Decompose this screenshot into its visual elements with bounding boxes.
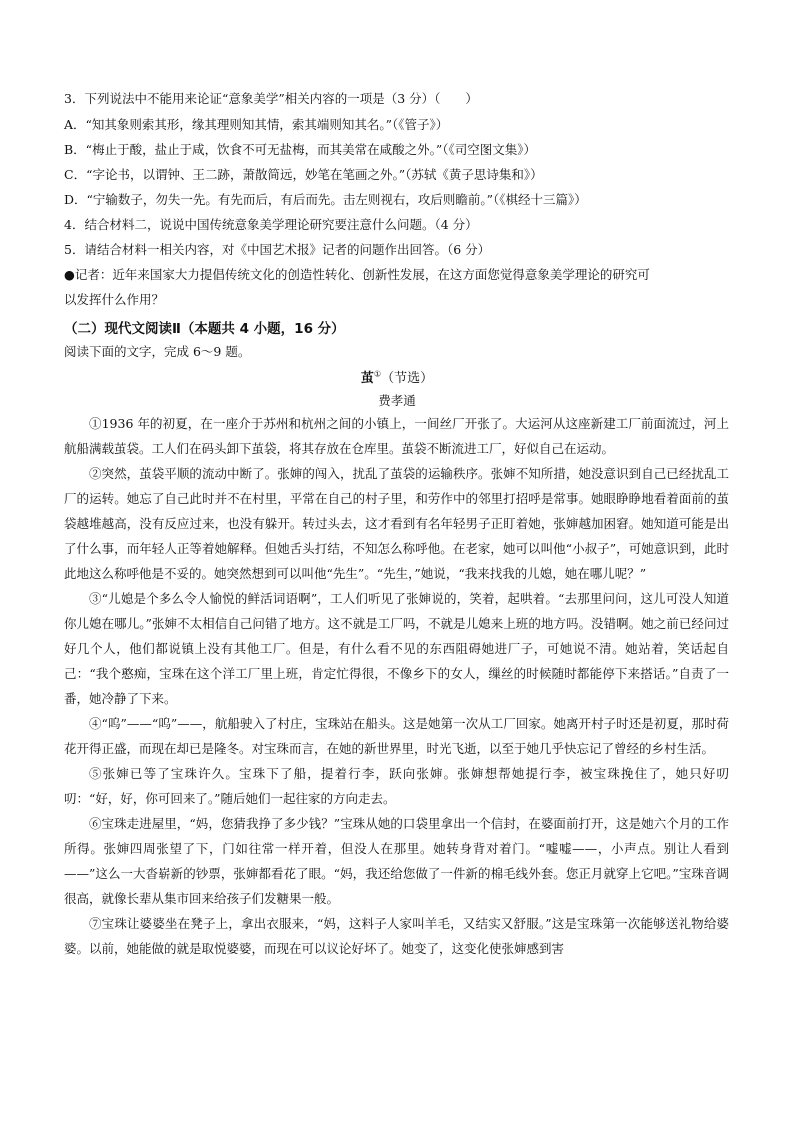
passage-paragraph-1: ①1936 年的初夏，在一座介于苏州和杭州之间的小镇上，一间丝厂开张了。大运河从这座新建工厂前面流过，河上航船满载茧袋。工人们在码头卸下茧袋，将其存放在仓库里。茧袋不断流进工厂，好似自己在运动。 [64, 416, 729, 456]
passage-paragraph-4: ④“呜”——“呜”——，航船驶入了村庄，宝珠站在船头。这是她第一次从工厂回家。她离开村子时还是初夏，那时荷花开得正盛，而现在却已是隆冬。对宝珠而言，在她的新世界里，时光飞逝，以至于她几乎快忘记了曾经的乡村生活。 [64, 716, 729, 756]
passage-body [64, 411, 729, 961]
section-instruction: 阅读下面的文字，完成 6～9 题。 [64, 344, 251, 359]
section-title: （二）现代文阅读Ⅱ（本题共 4 小题，16 分） [64, 321, 345, 337]
passage-paragraph-6: ⑥宝珠走进屋里，“妈，您猜我挣了多少钱？”宝珠从她的口袋里拿出一个信封，在婆面前打开，这是她六个月的工作所得。张婶四周张望了下，门如往常一样开着，但没人在那里。她转身背对着门。“嘘嘘——，小声点。别让人看到——”这么一大沓崭新的钞票，张婶都看花了眼。“妈，我还给您做了一件新的棉毛线外套。您正月就穿上它吧。”宝珠音调很高，就像长辈从集市回来给孩子们发糖果一般。 [64, 816, 729, 906]
question-4: 4．结合材料二，说说中国传统意象美学理论研究要注意什么问题。（4 分） [64, 217, 478, 232]
question-5-quote-line-1: ●记者：近年来国家大力提倡传统文化的创造性转化、创新性发展，在这方面您觉得意象美学理论的研究可 [64, 267, 650, 282]
question-3-option-d: D．“宁输数子，勿失一先。有先而后，有后而先。击左则视右，攻后则瞻前。”（《棋经十三篇》） [64, 192, 587, 207]
question-3: 3．下列说法中不能用来论证“意象美学”相关内容的一项是（3 分）（ ） [64, 91, 478, 106]
passage-paragraph-3: ③“儿媳是个多么令人愉悦的鲜活词语啊”，工人们听见了张婶说的，笑着，起哄着。“去那里问问，这儿可没人知道你儿媳在哪儿。”张婶不太相信自己问错了地方。这不就是工厂吗，不就是儿媳来上班的地方吗。没错啊。她之前已经问过好几个人，他们都说镇上没有其他工厂。但是，有什么看不见的东西阻碍她进厂子，可她说不清。她站着，笑话起自己：“我个憨痴，宝珠在这个洋工厂里上班，肯定忙得很，不像乡下的女人，缫丝的时候随时都能停下来搭话。”自责了一番，她冷静了下来。 [64, 591, 729, 706]
question-3-option-c: C．“字论书，以谓钟、王二跡，萧散简远，妙笔在笔画之外。”（苏轼《黄子思诗集和》） [64, 167, 543, 182]
question-3-option-a: A．“知其象则索其形，缘其理则知其情，索其端则知其名。”（《管子》） [64, 117, 449, 132]
question-3-option-b: B．“梅止于酸，盐止于咸，饮食不可无盐梅，而其美常在咸酸之外。”（《司空图文集》） [64, 142, 536, 157]
passage-paragraph-7: ⑦宝珠让婆婆坐在凳子上，拿出衣服来，“妈，这料子人家叫羊毛，又结实又舒服。”这是宝珠第一次能够送礼物给婆婆。以前，她能做的就是取悦婆婆，而现在可以议论好坏了。她变了，这变化使张婶感到害 [64, 916, 729, 956]
passage-title-text: 茧 [360, 371, 374, 386]
passage-author: 费孝通 [378, 393, 416, 408]
question-5-quote-line-2: 以发挥什么作用？ [64, 292, 165, 307]
question-5: 5．请结合材料一相关内容，对《中国艺术报》记者的问题作出回答。（6 分） [64, 242, 491, 257]
passage-paragraph-5: ⑤张婶已等了宝珠许久。宝珠下了船，提着行李，跃向张婶。张婶想帮她提行李，被宝珠挽住了，她只好叨叨：“好，好，你可回来了。”随后她们一起往家的方向走去。 [64, 766, 729, 806]
passage-paragraph-2: ②突然，茧袋平顺的流动中断了。张婶的闯入，扰乱了茧袋的运输秩序。张婶不知所措，她没意识到自己已经扰乱工厂的运转。她忘了自己此时并不在村里，平常在自己的村子里，和劳作中的邻里打招呼是常事。她眼睁睁地看着面前的茧袋越堆越高，没有反应过来，也没有躲开。转过头去，这才看到有名年轻男子正盯着她，张婶越加困窘。她知道可能是出了什么事，而年轻人正等着她解释。但她舌头打结，不知怎么称呼他。在老家，她可以叫他“小叔子”，可她意识到，此时此地这么称呼他是不妥的。她突然想到可以叫他“先生”。“先生，”她说，“我来找我的儿媳，她在哪儿呢？” [64, 466, 729, 581]
footnote-mark: ① [373, 369, 382, 379]
passage-title-note: （节选） [381, 371, 434, 386]
passage-title [0, 367, 794, 386]
